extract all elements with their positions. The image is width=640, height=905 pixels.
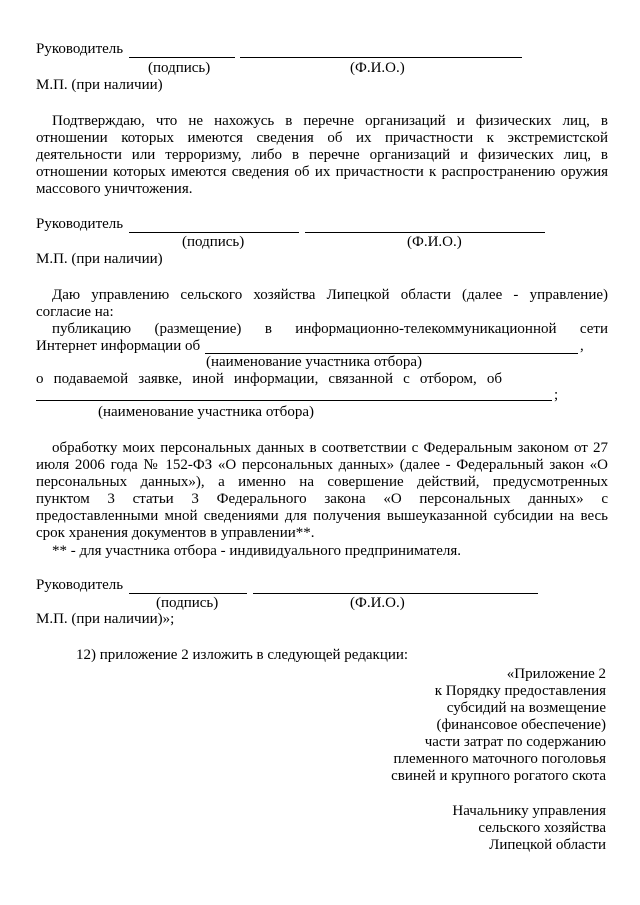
- paragraph-line: массового уничтожения.: [36, 181, 193, 197]
- participant-caption: (наименование участника отбора): [98, 404, 314, 420]
- paragraph-line: Подтверждаю, что не нахожусь в перечне организаций и физических лиц, в: [52, 113, 608, 129]
- signature-line: [129, 57, 235, 58]
- appendix-line: (финансовое обеспечение): [436, 717, 606, 733]
- paragraph-line: пунктом 3 статьи 3 Федерального закона «О персональных данных» с: [36, 491, 608, 507]
- paragraph-line: отношении которых имеются сведения об их причастности к экстремистской: [36, 130, 608, 146]
- name-caption: (Ф.И.О.): [350, 595, 405, 611]
- paragraph-line: согласие на:: [36, 304, 114, 320]
- paragraph-line: Даю управлению сельского хозяйства Липецкой области (далее - управление): [52, 287, 608, 303]
- addressee-line: Липецкой области: [489, 837, 606, 853]
- paragraph-line: о подаваемой заявке, иной информации, связанной с отбором, об: [36, 371, 502, 387]
- paragraph-line: Интернет информации об: [36, 338, 201, 354]
- paragraph-line: обработку моих персональных данных в соответствии с Федеральным законом от 27: [52, 440, 608, 456]
- addressee-line: Начальнику управления: [452, 803, 606, 819]
- signature-line: [129, 232, 299, 233]
- name-caption: (Ф.И.О.): [407, 234, 462, 250]
- appendix-line: свиней и крупного рогатого скота: [391, 768, 606, 784]
- name-line: [240, 57, 522, 58]
- seal-note: М.П. (при наличии)»;: [36, 611, 175, 627]
- seal-note: М.П. (при наличии): [36, 77, 163, 93]
- paragraph-line: июля 2006 года № 152-ФЗ «О персональных данных» (далее - Федеральный закон «О: [36, 457, 608, 473]
- signature-caption: (подпись): [148, 60, 211, 76]
- signature-label: Руководитель: [36, 41, 124, 57]
- name-caption: (Ф.И.О.): [350, 60, 405, 76]
- signature-line: [129, 593, 247, 594]
- signature-label: Руководитель: [36, 577, 124, 593]
- paragraph-line: предоставленными мной сведениями для получения вышеуказанной субсидии на весь: [36, 508, 608, 524]
- paragraph-line: публикацию (размещение) в информационно-телекоммуникационной сети: [52, 321, 608, 337]
- semicolon: ;: [554, 387, 559, 403]
- footnote: ** - для участника отбора - индивидуального предпринимателя.: [52, 543, 462, 559]
- amendment-text: 12) приложение 2 изложить в следующей редакции:: [76, 647, 409, 663]
- name-line: [253, 593, 538, 594]
- paragraph-line: срок хранения документов в управлении**.: [36, 525, 315, 541]
- addressee-line: сельского хозяйства: [478, 820, 606, 836]
- participant-caption: (наименование участника отбора): [206, 354, 422, 370]
- appendix-line: племенного маточного поголовья: [393, 751, 606, 767]
- appendix-line: части затрат по содержанию: [424, 734, 606, 750]
- appendix-line: «Приложение 2: [506, 666, 606, 682]
- appendix-line: к Порядку предоставления: [434, 683, 606, 699]
- signature-caption: (подпись): [182, 234, 245, 250]
- paragraph-line: деятельности или терроризму, либо в перечне организаций и физических лиц, в: [36, 147, 608, 163]
- appendix-line: субсидий на возмещение: [446, 700, 606, 716]
- seal-note: М.П. (при наличии): [36, 251, 163, 267]
- signature-caption: (подпись): [156, 595, 219, 611]
- comma: ,: [580, 338, 584, 354]
- signature-label: Руководитель: [36, 216, 124, 232]
- paragraph-line: персональных данных»), а именно на совершение действий, предусмотренных: [36, 474, 608, 490]
- paragraph-line: отношении которых имеются сведения об их причастности к распространению оружия: [36, 164, 608, 180]
- participant-name-line: [36, 400, 552, 401]
- name-line: [305, 232, 545, 233]
